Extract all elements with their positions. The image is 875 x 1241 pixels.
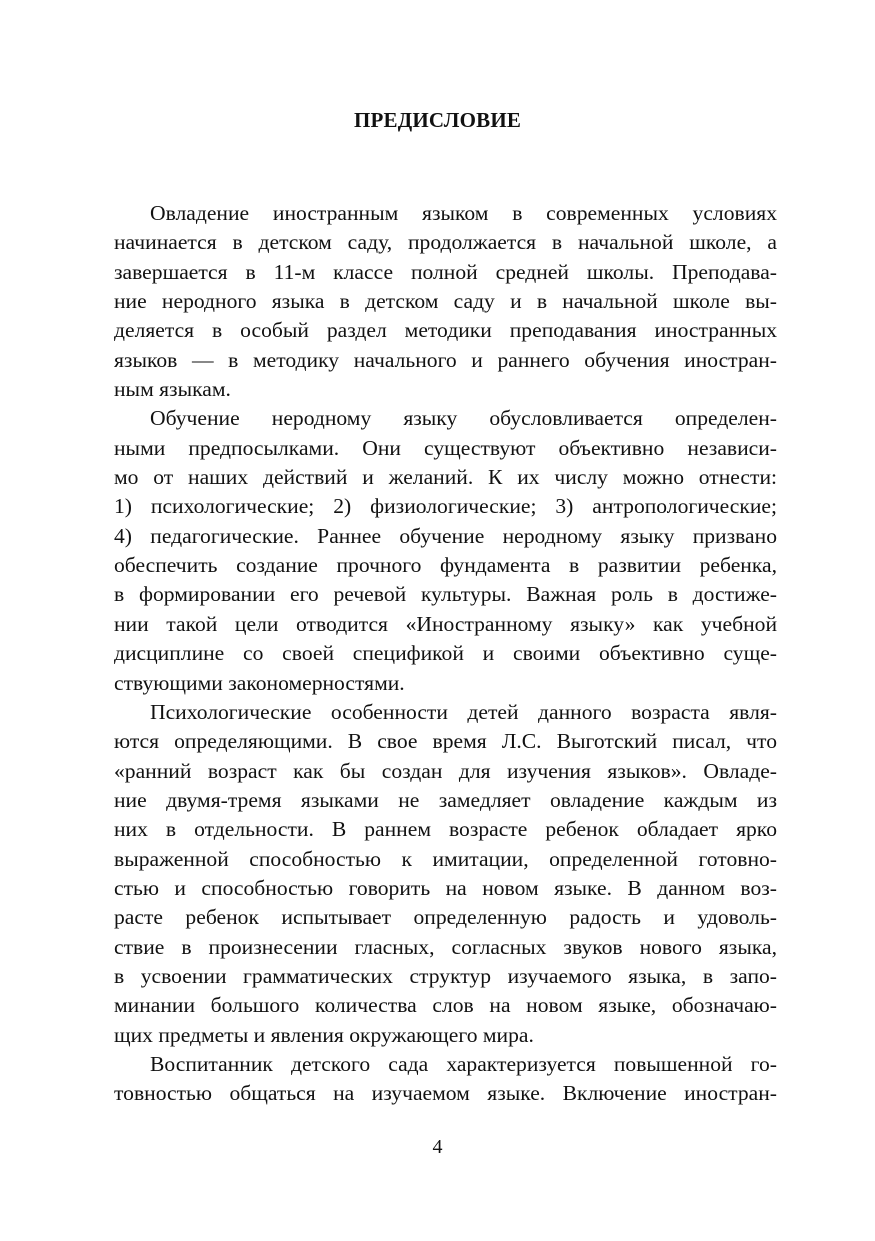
text-line: Психологические особенности детей данного возраста явля- xyxy=(150,699,777,724)
text-line: Овладение иностранным языком в современных условиях xyxy=(150,201,777,225)
page-title: ПРЕДИСЛОВИЕ xyxy=(353,108,522,132)
text-line: в усвоении грамматических структур изучаемого языка, в запо- xyxy=(114,963,777,988)
text-line: языков — в методику начального и раннего обучения иностран- xyxy=(114,347,777,372)
text-line: ются определяющими. В свое время Л.С. Выготский писал, что xyxy=(114,729,777,754)
text-line: 1) психологические; 2) физиологические; 3) антропологические; xyxy=(114,494,777,519)
text-line: ние двумя-тремя языками не замедляет овладение каждым из xyxy=(114,787,777,812)
text-line: расте ребенок испытывает определенную радость и удоволь- xyxy=(114,905,777,930)
text-line: «ранний возраст как бы создан для изучения языков». Овладе- xyxy=(114,758,777,783)
text-line: начинается в детском саду, продолжается в начальной школе, а xyxy=(114,230,777,255)
text-line: в формировании его речевой культуры. Важная роль в достиже- xyxy=(114,582,777,607)
text-line: минании большого количества слов на новом языке, обозначаю- xyxy=(114,993,777,1018)
text-line: завершается в 11-м классе полной средней школы. Преподава- xyxy=(114,259,777,284)
text-line: выраженной способностью к имитации, определенной готовно- xyxy=(114,846,777,871)
text-line: обеспечить создание прочного фундамента в развитии ребенка, xyxy=(114,553,777,578)
page-number: 4 xyxy=(432,1136,443,1158)
text-line: ствие в произнесении гласных, согласных звуков нового языка, xyxy=(114,934,777,959)
text-line: дисциплине со своей спецификой и своими объективно суще- xyxy=(114,641,777,666)
text-line: ным языкам. xyxy=(114,377,231,402)
text-line: мо от наших действий и желаний. К их числу можно отнести: xyxy=(114,465,777,490)
text-line: щих предметы и явления окружающего мира. xyxy=(114,1022,534,1047)
text-line: Обучение неродному языку обусловливается определен- xyxy=(150,406,777,431)
text-line: ние неродного языка в детском саду и в начальной школе вы- xyxy=(114,289,777,314)
text-line: ствующими закономерностями. xyxy=(114,670,405,695)
text-line: товностью общаться на изучаемом языке. Включение иностран- xyxy=(114,1081,777,1106)
text-line: деляется в особый раздел методики преподавания иностранных xyxy=(114,318,777,343)
text-line: нии такой цели отводится «Иностранному языку» как учебной xyxy=(114,611,777,636)
text-line: ными предпосылками. Они существуют объективно независи- xyxy=(114,435,777,460)
text-line: 4) педагогические. Раннее обучение неродному языку призвано xyxy=(114,523,777,548)
text-line: них в отдельности. В раннем возрасте ребенок обладает ярко xyxy=(114,817,777,842)
text-line: стью и способностью говорить на новом языке. В данном воз- xyxy=(114,875,777,900)
body-text xyxy=(114,199,777,1109)
text-line: Воспитанник детского сада характеризуется повышенной го- xyxy=(150,1051,777,1076)
